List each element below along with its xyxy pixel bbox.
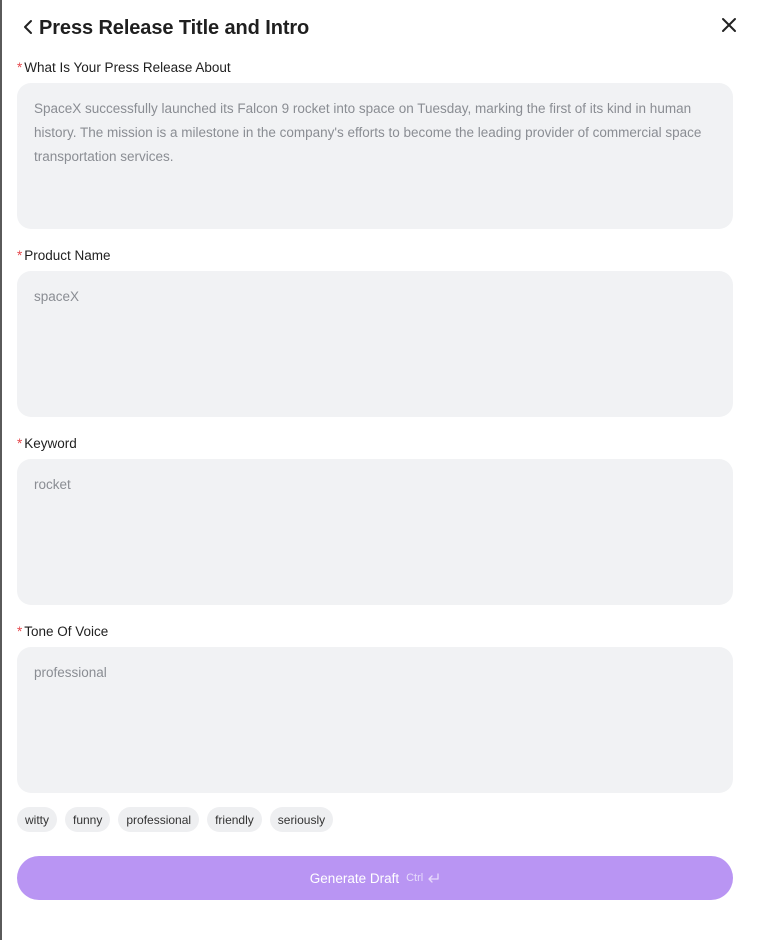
keyword-label-text: Keyword [24,436,77,451]
required-mark: * [17,436,23,451]
required-mark: * [17,624,23,639]
required-mark: * [17,248,23,263]
ctrl-key-label: Ctrl [406,872,424,884]
tone-chip-funny[interactable]: funny [65,807,110,832]
page-title: Press Release Title and Intro [39,17,310,39]
keyboard-shortcut-hint [406,872,440,884]
tone-label [17,623,108,641]
tone-chip-professional[interactable]: professional [118,807,199,832]
product-name-label-text: Product Name [24,248,111,263]
tone-chip-witty[interactable]: witty [17,807,57,832]
window-edge [0,0,2,940]
required-mark: * [17,60,23,75]
dialog-header [0,0,761,56]
close-icon [721,17,737,33]
tone-label-text: Tone Of Voice [24,624,109,639]
keyword-label [17,435,77,453]
about-textarea[interactable]: SpaceX successfully launched its Falcon 9 rocket into space on Tuesday, marking the first of its kind in human history. The mission is a milestone in the company's efforts to become the leading provider of commercial space transportation services. [17,83,733,229]
generate-draft-label: Generate Draft [309,870,400,886]
product-name-textarea[interactable]: spaceX [17,271,733,417]
close-button[interactable] [717,13,741,37]
about-label [17,59,231,77]
tone-chip-seriously[interactable]: seriously [270,807,333,832]
enter-key-icon [427,873,440,884]
tone-chip-friendly[interactable]: friendly [207,807,262,832]
back-button[interactable] [19,15,37,39]
tone-textarea[interactable]: professional [17,647,733,793]
generate-draft-button[interactable] [17,856,733,900]
keyword-textarea[interactable]: rocket [17,459,733,605]
about-label-text: What Is Your Press Release About [24,60,231,75]
chevron-left-icon [22,19,34,35]
product-name-label [17,247,111,265]
tone-chips [17,807,333,832]
